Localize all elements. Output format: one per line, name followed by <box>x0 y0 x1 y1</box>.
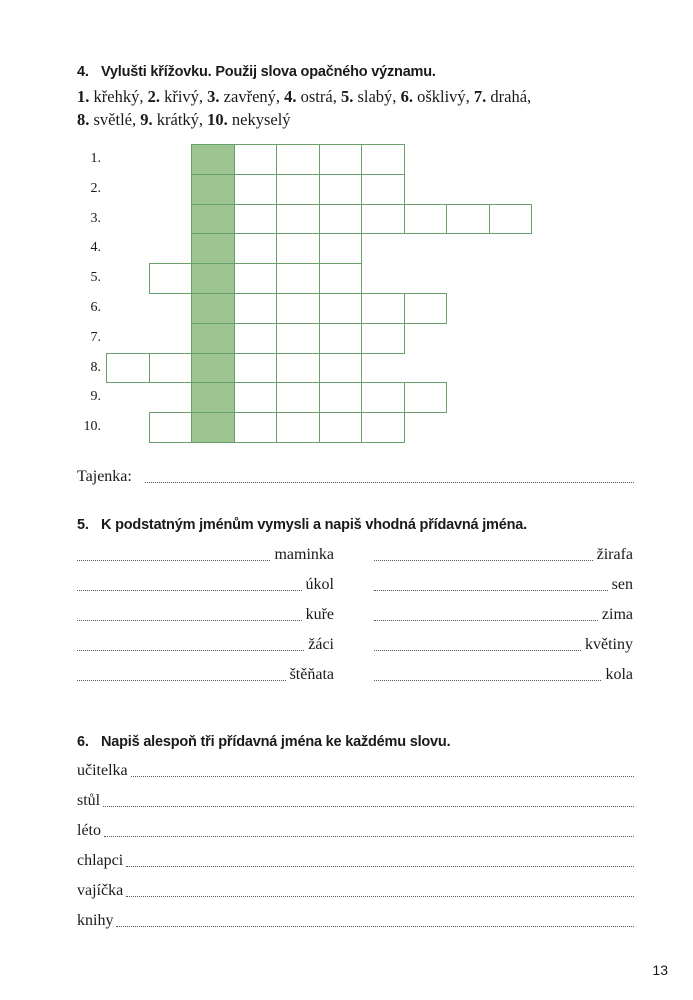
adjectives-answer-line[interactable] <box>116 926 634 927</box>
crossword-cell[interactable] <box>276 382 320 413</box>
crossword-cell[interactable] <box>489 204 533 235</box>
adjectives-answer-line[interactable] <box>131 776 634 777</box>
crossword-solution-cell[interactable] <box>191 293 235 324</box>
crossword-cell[interactable] <box>234 263 278 294</box>
crossword-cell[interactable] <box>106 353 150 384</box>
clue-number: 7. <box>473 87 487 106</box>
task6-word-knihy: knihy <box>77 912 114 929</box>
adjective-answer-line[interactable] <box>374 620 598 621</box>
task5-heading <box>77 517 527 533</box>
clue-word: zavřený, <box>219 87 285 106</box>
clue-word: ošklivý, <box>412 87 474 106</box>
crossword-cell[interactable] <box>234 353 278 384</box>
crossword-cell[interactable] <box>149 263 193 294</box>
adjective-answer-line[interactable] <box>374 560 593 561</box>
adjective-answer-line[interactable] <box>374 680 601 681</box>
crossword-solution-cell[interactable] <box>191 144 235 175</box>
crossword-cell[interactable] <box>361 144 405 175</box>
task4-clues-line-2 <box>77 110 291 130</box>
crossword-solution-cell[interactable] <box>191 174 235 205</box>
clue-word: drahá, <box>486 87 532 106</box>
clue-word: ostrá, <box>296 87 341 106</box>
task4-heading <box>77 64 436 80</box>
adjectives-answer-line[interactable] <box>126 866 634 867</box>
crossword-cell[interactable] <box>361 174 405 205</box>
clue-word: nekyselý <box>227 110 291 129</box>
adjective-answer-line[interactable] <box>374 650 581 651</box>
crossword-cell[interactable] <box>319 412 363 443</box>
noun-zima: zima <box>601 606 633 623</box>
clue-number: 3. <box>207 87 220 106</box>
crossword-row-number: 5. <box>90 270 101 286</box>
crossword-cell[interactable] <box>361 204 405 235</box>
crossword-row-number: 1. <box>90 151 101 166</box>
noun-kola: kola <box>605 666 633 683</box>
crossword-cell[interactable] <box>149 412 193 443</box>
crossword-cell[interactable] <box>361 382 405 413</box>
crossword-solution-cell[interactable] <box>191 353 235 384</box>
crossword-row-number: 8. <box>90 359 101 375</box>
crossword-cell[interactable] <box>319 144 363 175</box>
clue-word: křehký, <box>89 87 148 106</box>
crossword-cell[interactable] <box>276 353 320 384</box>
crossword-cell[interactable] <box>276 293 320 324</box>
crossword-cell[interactable] <box>361 412 405 443</box>
adjective-answer-line[interactable] <box>374 590 608 591</box>
crossword-row-number: 6. <box>90 300 101 315</box>
crossword-cell[interactable] <box>234 323 278 354</box>
crossword-cell[interactable] <box>234 204 278 235</box>
adjective-answer-line[interactable] <box>77 620 302 621</box>
crossword-cell[interactable] <box>276 204 320 235</box>
tajenka-answer-line[interactable] <box>145 482 634 483</box>
adjectives-answer-line[interactable] <box>103 806 634 807</box>
clue-word: slabý, <box>353 87 401 106</box>
crossword-cell[interactable] <box>319 204 363 235</box>
task6-word-stůl: stůl <box>77 792 101 809</box>
clue-number: 10. <box>207 110 228 129</box>
adjective-answer-line[interactable] <box>77 650 304 651</box>
task6-word-učitelka: učitelka <box>77 762 128 779</box>
crossword-row-number: 3. <box>90 210 101 226</box>
noun-květiny: květiny <box>585 636 633 653</box>
crossword-cell[interactable] <box>276 144 320 175</box>
task4-number: 4. <box>77 64 89 80</box>
task6-title: Napiš alespoň tři přídavná jména ke každému slovu. <box>101 734 451 750</box>
task6-heading <box>77 734 450 750</box>
crossword-row-number: 2. <box>90 180 101 196</box>
crossword-cell[interactable] <box>149 353 193 384</box>
task5-title: K podstatným jménům vymysli a napiš vhodná přídavná jména. <box>101 517 527 533</box>
crossword-row-number: 9. <box>90 389 101 405</box>
noun-sen: sen <box>611 576 633 593</box>
crossword-cell[interactable] <box>276 412 320 443</box>
tajenka-label: Tajenka: <box>77 468 132 485</box>
clue-number: 8. <box>77 110 90 129</box>
noun-žáci: žáci <box>308 636 334 653</box>
task6-word-vajíčka: vajíčka <box>77 882 124 899</box>
clue-word: křivý, <box>159 87 208 106</box>
crossword-cell[interactable] <box>234 293 278 324</box>
crossword-cell[interactable] <box>319 174 363 205</box>
adjective-answer-line[interactable] <box>77 680 286 681</box>
crossword-row-number: 4. <box>90 240 101 256</box>
crossword-cell[interactable] <box>319 293 363 324</box>
task5-number: 5. <box>77 517 89 533</box>
task6-word-chlapci: chlapci <box>77 852 124 869</box>
crossword-cell[interactable] <box>319 353 363 384</box>
crossword-cell[interactable] <box>276 233 320 264</box>
crossword-solution-cell[interactable] <box>191 263 235 294</box>
task6-word-léto: léto <box>77 822 101 839</box>
crossword-solution-cell[interactable] <box>191 412 235 443</box>
crossword-row-number: 10. <box>83 419 101 435</box>
crossword-cell[interactable] <box>319 263 363 294</box>
page-number: 13 <box>652 962 668 978</box>
clue-number: 6. <box>400 87 413 106</box>
crossword-cell[interactable] <box>276 263 320 294</box>
noun-kuře: kuře <box>305 606 334 623</box>
noun-maminka: maminka <box>274 546 334 563</box>
noun-štěňata: štěňata <box>289 666 334 683</box>
crossword-cell[interactable] <box>404 204 448 235</box>
adjectives-answer-line[interactable] <box>104 836 634 837</box>
crossword-cell[interactable] <box>234 382 278 413</box>
crossword-cell[interactable] <box>361 293 405 324</box>
clue-word: krátký, <box>152 110 208 129</box>
clue-number: 4. <box>284 87 297 106</box>
crossword-cell[interactable] <box>404 382 448 413</box>
crossword-cell[interactable] <box>319 233 363 264</box>
adjective-answer-line[interactable] <box>77 590 302 591</box>
crossword-cell[interactable] <box>276 323 320 354</box>
task6-number: 6. <box>77 734 89 750</box>
crossword-solution-cell[interactable] <box>191 204 235 235</box>
clue-word: světlé, <box>89 110 141 129</box>
crossword-cell[interactable] <box>404 293 448 324</box>
clue-number: 9. <box>140 110 153 129</box>
crossword-row-number: 7. <box>90 329 101 345</box>
adjectives-answer-line[interactable] <box>126 896 634 897</box>
crossword-solution-cell[interactable] <box>191 323 235 354</box>
crossword-cell[interactable] <box>319 382 363 413</box>
crossword-cell[interactable] <box>319 323 363 354</box>
crossword-cell[interactable] <box>446 204 490 235</box>
crossword-cell[interactable] <box>361 323 405 354</box>
clue-number: 2. <box>147 87 160 106</box>
crossword-cell[interactable] <box>234 412 278 443</box>
crossword-solution-cell[interactable] <box>191 233 235 264</box>
crossword-cell[interactable] <box>234 233 278 264</box>
noun-žirafa: žirafa <box>596 546 633 563</box>
clue-number: 5. <box>340 87 354 106</box>
crossword-cell[interactable] <box>234 174 278 205</box>
task4-title: Vylušti křížovku. Použij slova opačného významu. <box>101 64 436 80</box>
crossword-cell[interactable] <box>234 144 278 175</box>
crossword-cell[interactable] <box>276 174 320 205</box>
crossword-solution-cell[interactable] <box>191 382 235 413</box>
noun-úkol: úkol <box>305 576 334 593</box>
task4-clues-line-1 <box>77 87 531 107</box>
clue-number: 1. <box>77 87 90 106</box>
adjective-answer-line[interactable] <box>77 560 270 561</box>
